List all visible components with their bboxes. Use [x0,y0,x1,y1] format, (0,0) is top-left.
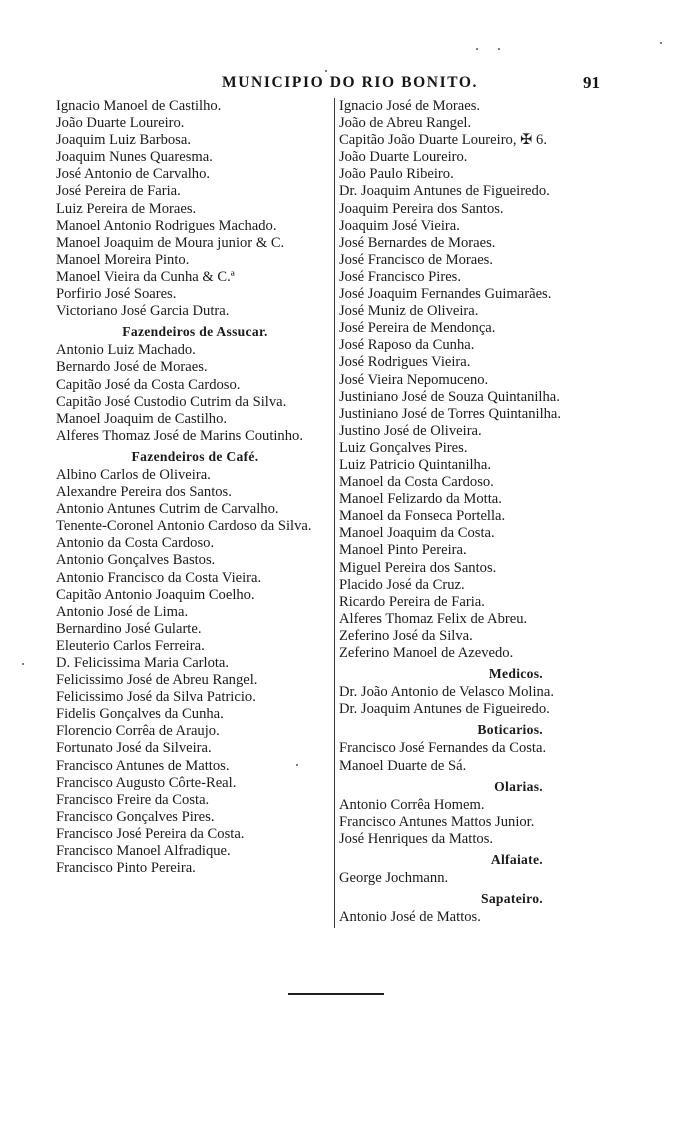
list-entry: João de Abreu Rangel. [339,115,472,132]
list-entry: José Pereira de Mendonça. [339,320,496,337]
list-entry: Manoel Felizardo da Motta. [339,491,502,508]
list-entry: Dr. João Antonio de Velasco Molina. [339,684,554,701]
list-entry: Antonio José de Mattos. [339,909,481,926]
print-speck [22,663,24,665]
list-entry: Tenente-Coronel Antonio Cardoso da Silva. [56,518,312,535]
list-entry: José Muniz de Oliveira. [339,303,479,320]
list-entry: Fortunato José da Silveira. [56,740,212,757]
list-entry: Victoriano José Garcia Dutra. [56,303,230,320]
list-entry: Porfirio José Soares. [56,286,177,303]
list-entry: Manoel Moreira Pinto. [56,251,190,268]
page-number: 91 [583,73,600,92]
right-column [339,98,601,926]
list-entry: Antonio José de Lima. [56,603,189,620]
list-entry: Antonio Corrêa Homem. [339,796,485,813]
print-speck [660,42,662,44]
list-entry: Florencio Corrêa de Araujo. [56,723,220,740]
list-entry: Bernardino José Gularte. [56,620,202,637]
list-entry: Albino Carlos de Oliveira. [56,466,211,483]
list-entry: José Joaquim Fernandes Guimarães. [339,286,552,303]
section-heading-boticarios: Boticarios. [477,722,543,738]
list-entry: José Rodrigues Vieira. [339,354,471,371]
list-entry: Manoel Vieira da Cunha & C.ª [56,268,235,285]
list-entry: Dr. Joaquim Antunes de Figueiredo. [339,701,550,718]
column-divider [334,98,335,928]
section-heading-olarias: Olarias. [494,778,543,794]
section-heading-sapateiro: Sapateiro. [480,891,543,907]
list-entry: Francisco Freire da Costa. [56,791,210,808]
list-entry: Ignacio José de Moraes. [339,98,481,114]
list-entry: Antonio Francisco da Costa Vieira. [56,569,262,586]
list-entry: Francisco José Fernandes da Costa. [339,740,547,757]
list-entry: Francisco Manoel Alfradique. [56,843,231,860]
page-title: MUNICIPIO DO RIO BONITO. [222,74,478,91]
list-entry: Francisco José Pereira da Costa. [56,825,245,842]
list-entry: José Pereira de Faria. [56,183,181,200]
list-entry: Miguel Pereira dos Santos. [339,559,497,576]
list-entry: Joaquim Nunes Quaresma. [56,149,213,166]
list-entry: Capitão Antonio Joaquim Coelho. [56,586,255,603]
list-entry: Luiz Pereira de Moraes. [56,200,197,217]
section-heading-alfaiate: Alfaiate. [490,852,543,868]
list-entry: Luiz Patricio Quintanilha. [339,456,491,473]
list-entry: José Antonio de Carvalho. [56,166,211,183]
list-entry: Justiniano José de Torres Quintanilha. [339,405,562,422]
list-entry: José Vieira Nepomuceno. [339,371,489,388]
list-entry: Capitão João Duarte Loureiro, ✠ 6. [339,132,547,149]
list-entry: Ignacio Manoel de Castilho. [56,98,222,114]
list-entry: Dr. Joaquim Antunes de Figueiredo. [339,183,550,200]
list-entry: José Henriques da Mattos. [339,830,494,847]
list-entry: Manoel da Fonseca Portella. [339,508,506,525]
print-speck [296,764,298,766]
list-entry: Manoel da Costa Cardoso. [339,474,494,491]
section-heading-coffee: Fazendeiros de Café. [131,448,259,464]
closing-rule [288,993,384,995]
list-entry: José Bernardes de Moraes. [339,234,496,251]
list-entry: Manoel Joaquim da Costa. [339,525,495,542]
list-entry: João Duarte Loureiro. [339,149,468,166]
list-entry: Joaquim Pereira dos Santos. [339,200,504,217]
print-speck [498,48,500,50]
list-entry: José Francisco Pires. [339,268,462,285]
list-entry: Felicissimo José da Silva Patricio. [56,689,256,706]
left-column [56,98,334,877]
list-entry: Capitão José da Costa Cardoso. [56,376,241,393]
list-entry: Bernardo José de Moraes. [56,359,208,376]
list-entry: Felicissimo José de Abreu Rangel. [56,672,258,689]
list-entry: Alferes Thomaz Felix de Abreu. [339,610,528,627]
list-entry: George Jochmann. [339,870,449,887]
list-entry: D. Felicissima Maria Carlota. [56,655,230,671]
list-entry: Placido José da Cruz. [339,576,465,593]
list-entry: Manoel Joaquim de Castilho. [56,410,228,427]
list-entry: Zeferino Manoel de Azevedo. [339,645,514,661]
section-heading-medicos: Medicos. [488,666,543,682]
list-entry: Capitão José Custodio Cutrim da Silva. [56,393,287,410]
list-entry: Manoel Duarte de Sá. [339,757,467,774]
list-entry: José Raposo da Cunha. [339,337,475,354]
list-entry: Luiz Gonçalves Pires. [339,439,468,456]
list-entry: Alexandre Pereira dos Santos. [56,484,232,501]
print-speck [476,48,478,50]
list-entry: Manoel Joaquim de Moura junior & C. [56,234,285,251]
list-entry: Francisco Gonçalves Pires. [56,808,215,825]
list-entry: Joaquim José Vieira. [339,217,460,234]
list-entry: Antonio Gonçalves Bastos. [56,552,216,569]
list-entry: João Paulo Ribeiro. [339,166,454,183]
list-entry: Justiniano José de Souza Quintanilha. [339,388,560,405]
list-entry: Fidelis Gonçalves da Cunha. [56,706,224,723]
list-entry: Eleuterio Carlos Ferreira. [56,637,205,654]
list-entry: João Duarte Loureiro. [56,115,185,132]
list-entry: Joaquim Luiz Barbosa. [56,132,191,149]
list-entry: Francisco Pinto Pereira. [56,860,196,877]
list-entry: Antonio da Costa Cardoso. [56,535,215,552]
list-entry: Francisco Antunes de Mattos. [56,757,230,774]
list-entry: Manoel Antonio Rodrigues Machado. [56,217,277,234]
list-entry: Ricardo Pereira de Faria. [339,593,485,610]
list-entry: Manoel Pinto Pereira. [339,542,467,559]
list-entry: Alferes Thomaz José de Marins Coutinho. [56,427,303,444]
list-entry: Francisco Antunes Mattos Junior. [339,813,535,830]
print-speck [325,70,327,72]
list-entry: José Francisco de Moraes. [339,251,494,268]
list-entry: Antonio Antunes Cutrim de Carvalho. [56,501,279,518]
section-heading-sugar: Fazendeiros de Assucar. [122,324,268,340]
list-entry: Antonio Luiz Machado. [56,342,196,359]
list-entry: Francisco Augusto Côrte-Real. [56,774,237,791]
list-entry: Zeferino José da Silva. [339,627,473,644]
list-entry: Justino José de Oliveira. [339,422,482,439]
